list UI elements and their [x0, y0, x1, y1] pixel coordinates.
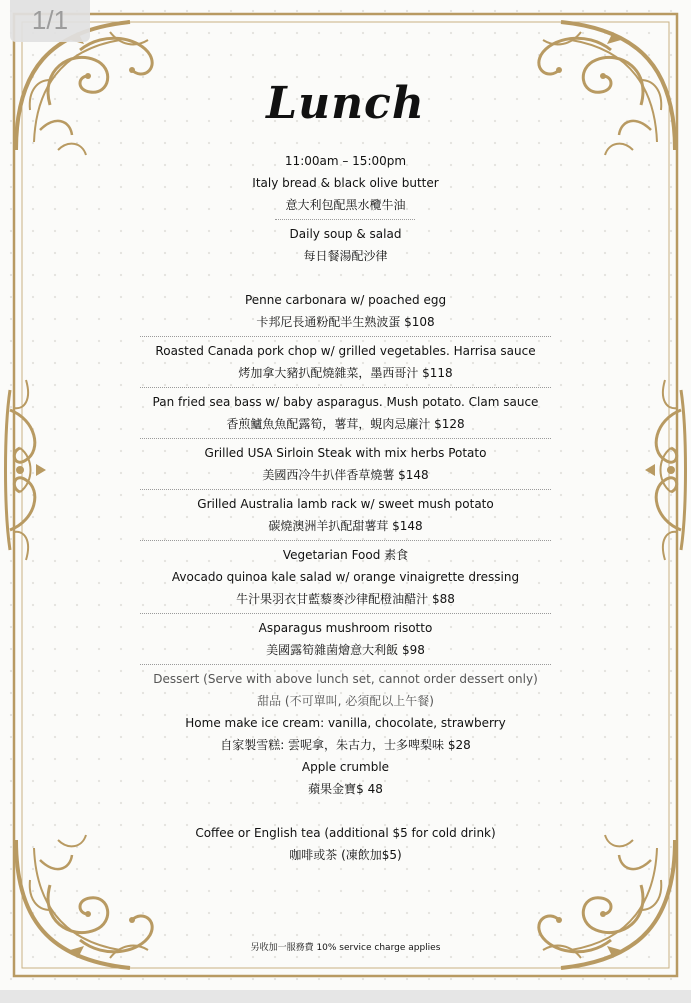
divider	[140, 387, 551, 388]
divider	[140, 540, 551, 541]
soup-zh: 每日餐湯配沙律	[303, 249, 388, 263]
main-item-zh: 美國西冷牛扒伴香草燒薯 $148	[262, 468, 429, 482]
main-item-en: Penne carbonara w/ poached egg	[244, 293, 447, 307]
menu-list	[140, 150, 551, 866]
drink-en: Coffee or English tea (additional $5 for cold drink)	[195, 826, 496, 840]
divider	[140, 336, 551, 337]
dessert-item-en: Home make ice cream: vanilla, chocolate, strawberry	[185, 716, 506, 730]
main-item-zh: 卡邦尼長通粉配半生熟波蛋 $108	[256, 315, 435, 329]
flourish-side-icon	[6, 380, 47, 560]
page-indicator: 1/1	[10, 0, 90, 42]
dessert-item-en: Apple crumble	[301, 760, 390, 774]
dessert-item-zh: 自家製雪糕: 雲呢拿，朱古力，士多啤梨味 $28	[220, 738, 471, 752]
divider	[140, 438, 551, 439]
vegetarian-item-zh: 美國露筍雜菌燴意大利飯 $98	[266, 643, 425, 657]
divider	[140, 664, 551, 665]
main-item-zh: 烤加拿大豬扒配燒雜菜，墨西哥汁 $118	[238, 366, 453, 380]
dessert-heading-en: Dessert (Serve with above lunch set, cannot order dessert only)	[153, 672, 538, 686]
main-item-en: Grilled USA Sirloin Steak with mix herbs Potato	[204, 446, 487, 460]
vegetarian-item-zh: 牛汁果羽衣甘藍藜麥沙律配橙油醋汁 $88	[236, 592, 455, 606]
flourish-side-icon	[645, 380, 686, 560]
service-charge-note: 另收加一服務費 10% service charge applies	[250, 943, 441, 953]
main-item-zh: 碳燒澳洲羊扒配甜薯茸 $148	[268, 519, 423, 533]
main-item-zh: 香煎鱸魚魚配露筍，薯茸，蜆肉忌廉汁 $128	[226, 417, 465, 431]
vegetarian-heading: Vegetarian Food 素食	[282, 548, 409, 562]
divider	[140, 613, 551, 614]
vegetarian-item-en: Avocado quinoa kale salad w/ orange vinaigrette dressing	[171, 570, 520, 584]
main-item-en: Grilled Australia lamb rack w/ sweet mush potato	[197, 497, 494, 511]
divider	[275, 219, 415, 220]
main-item-en: Roasted Canada pork chop w/ grilled vegetables. Harrisa sauce	[155, 344, 536, 358]
menu-title: Lunch	[266, 78, 425, 129]
main-item-en: Pan fried sea bass w/ baby asparagus. Mush potato. Clam sauce	[152, 395, 539, 409]
soup-en: Daily soup & salad	[289, 227, 402, 241]
hours: 11:00am – 15:00pm	[284, 154, 407, 168]
dessert-item-zh: 蘋果金寶$ 48	[308, 782, 383, 796]
vegetarian-item-en: Asparagus mushroom risotto	[258, 621, 433, 635]
viewer-bottom-strip	[0, 990, 691, 1003]
divider	[140, 489, 551, 490]
starter-zh: 意大利包配黑水欖牛油	[285, 198, 406, 212]
dessert-heading-zh: 甜品 (不可單叫, 必須配以上午餐)	[257, 694, 434, 708]
drink-zh: 咖啡或茶 (凍飲加$5)	[289, 848, 402, 862]
starter-en: Italy bread & black olive butter	[252, 176, 439, 190]
